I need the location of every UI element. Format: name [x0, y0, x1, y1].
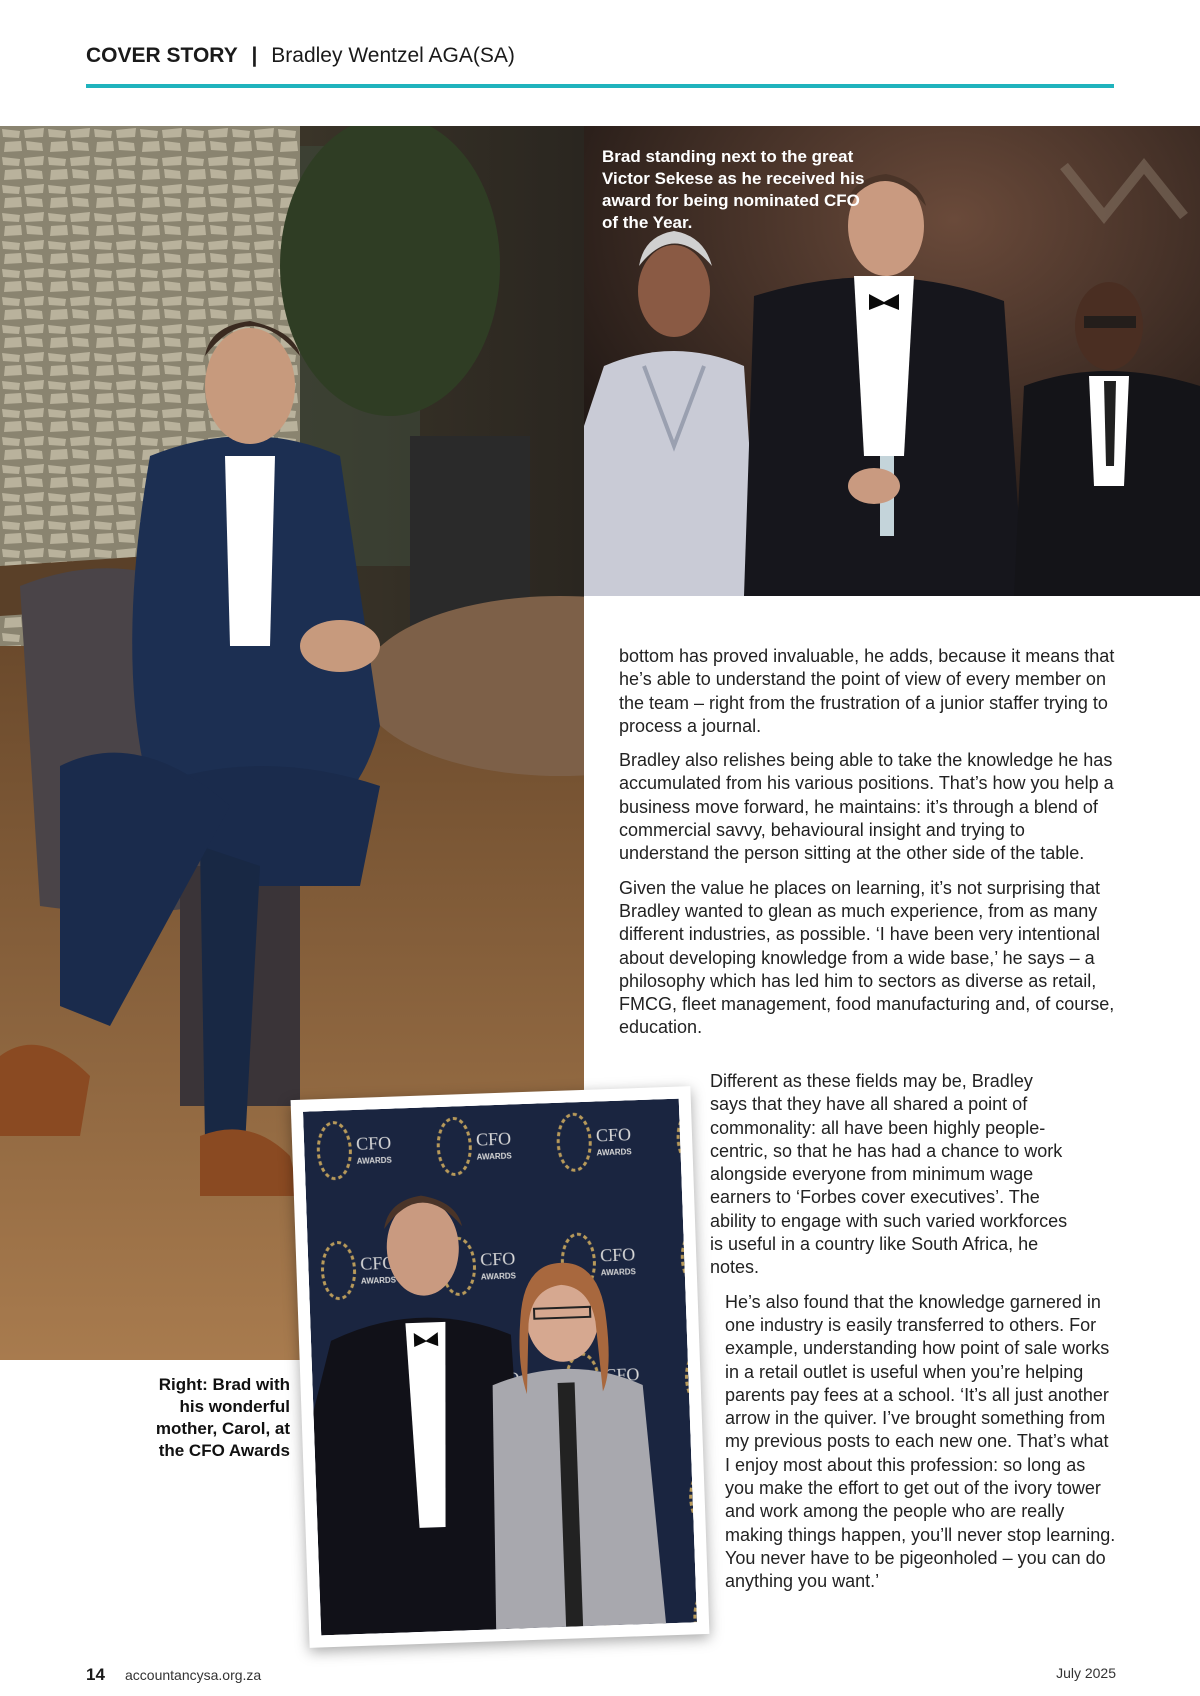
article-column-bottom — [710, 1070, 1118, 1605]
paragraph: Given the value he places on learning, it’s not surprising that Bradley wanted to glean as much experience, from as many different industries, as possible. ‘I have been very intentional about developing knowledge from a wide base,’ he says – a philosophy which has led him to sectors as diverse as retail, FMCG, fleet management, food manufacturing and, of course, education. — [619, 877, 1115, 1038]
mother-photo-frame — [291, 1086, 710, 1648]
mother-photo-caption: Right: Brad with his wonderful mother, Carol, at the CFO Awards — [155, 1375, 290, 1460]
issue-date: July 2025 — [1056, 1665, 1116, 1681]
mother-photo — [303, 1099, 697, 1636]
header-rule — [86, 84, 1114, 88]
header-separator: | — [251, 44, 258, 67]
article-column-top — [619, 645, 1119, 1051]
section-label: COVER STORY — [86, 44, 238, 67]
paragraph: He’s also found that the knowledge garnered in one industry is easily transferred to others. For example, understanding how point of sale works in a retail outlet is useful when you’re helping parents pay fees at a school. ‘It’s all just another arrow in the quiver. I’ve brought something from my previous posts to each new one. That’s what I enjoy most about this profession: so long as you make the effort to get out of the ivory tower and work among the people who are really making things happen, you’ll never stop learning. You never have to be pigeonholed – you can do anything you want.’ — [725, 1291, 1116, 1592]
page-number: 14 — [86, 1665, 105, 1684]
paragraph: Different as these fields may be, Bradley says that they have all shared a point of commonality: all have been highly people-centric, so that he has had a chance to work alongside everyone from minimum wage earners to ‘Forbes cover executives’. The ability to engage with such varied workforces is useful in a country like South Africa, he notes. — [710, 1071, 1068, 1278]
paragraph: bottom has proved invaluable, he adds, because it means that he’s able to understand the point of view of every member on the team – right from the frustration of a junior staffer trying to process a journal. — [619, 646, 1115, 736]
header-subject: Bradley Wentzel AGA(SA) — [271, 44, 515, 67]
award-photo-caption: Brad standing next to the great Victor Sekese as he received his award for being nominated CFO of the Year. — [602, 147, 865, 232]
paragraph: Bradley also relishes being able to take the knowledge he has accumulated from his various positions. That’s how you help a business move forward, he maintains: it’s through a blend of commercial savvy, behavioural insight and trying to understand the person sitting at the other side of the table. — [619, 750, 1114, 864]
footer-url: accountancysa.org.za — [125, 1667, 262, 1683]
running-header — [86, 44, 515, 68]
